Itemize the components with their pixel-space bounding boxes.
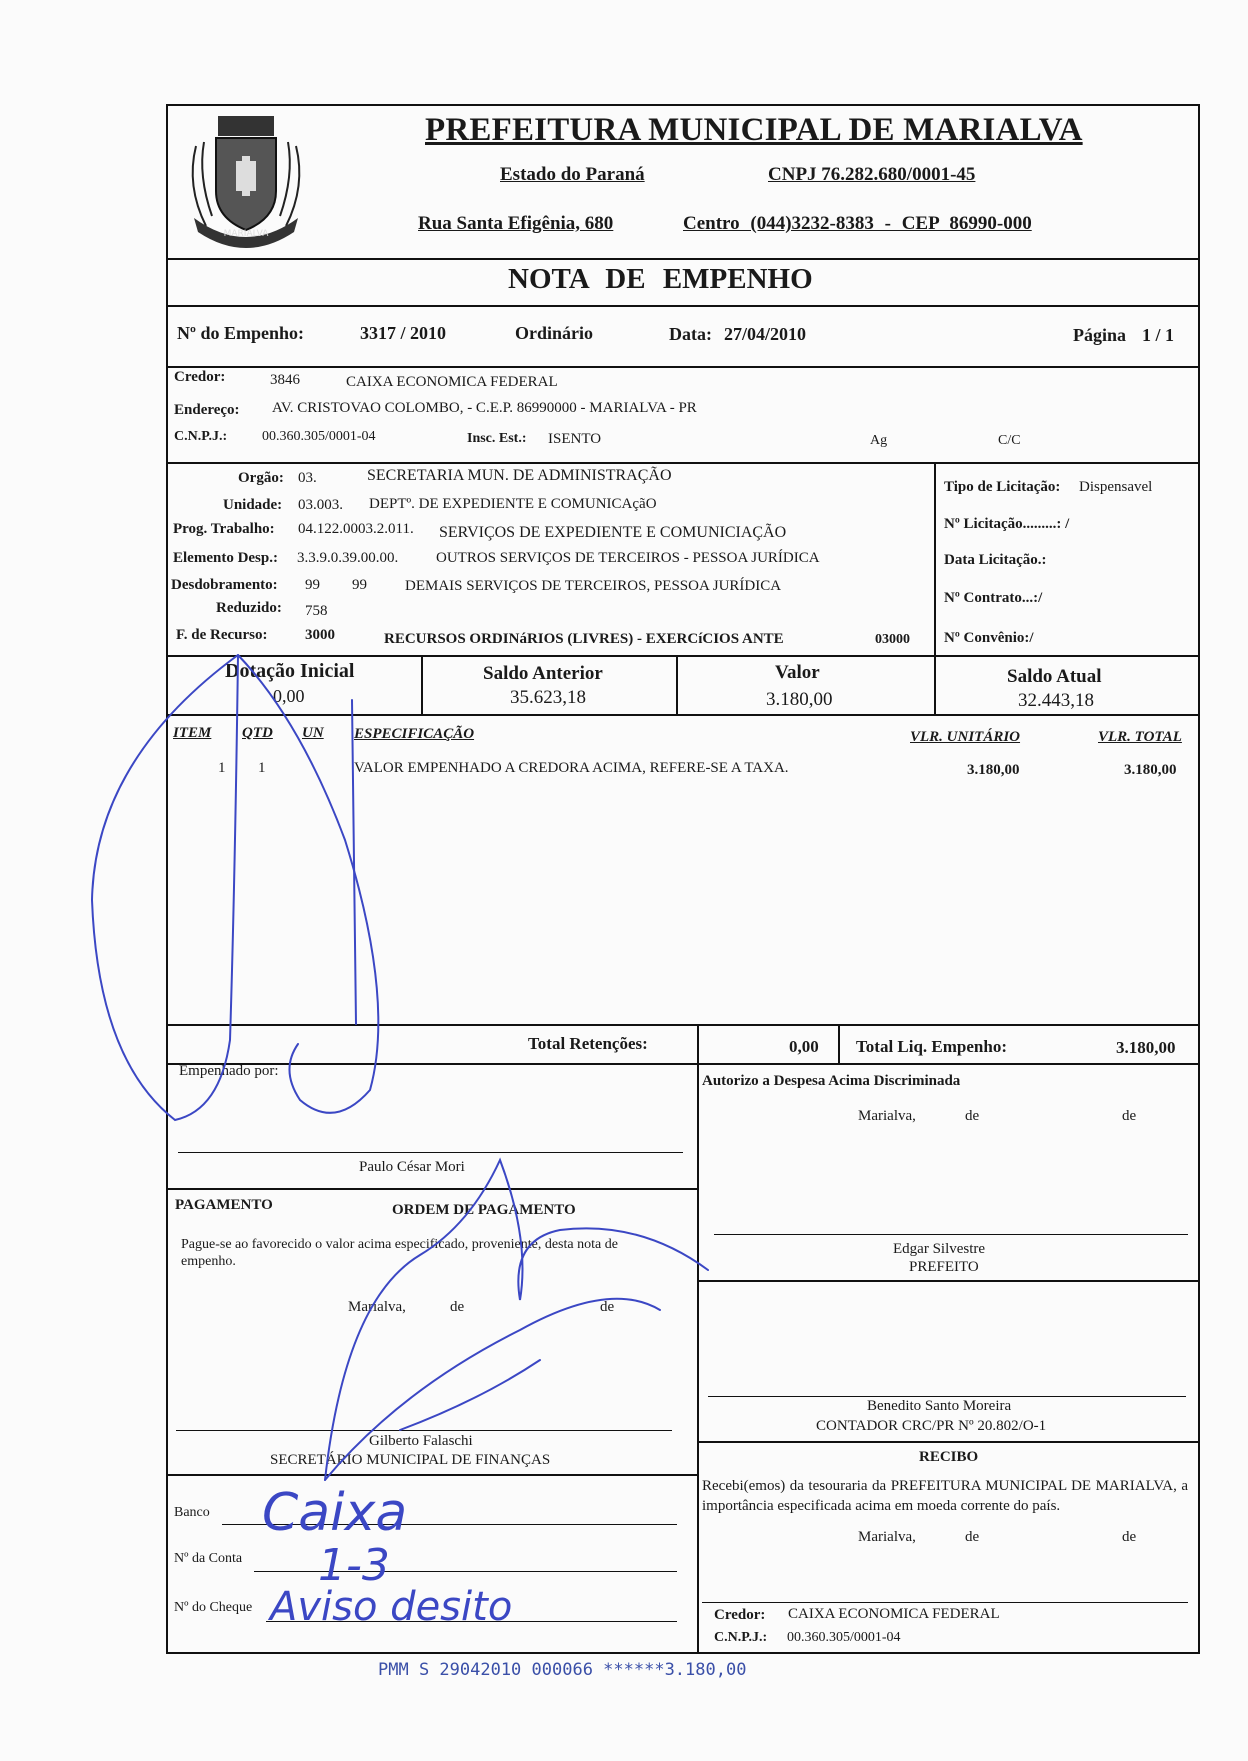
- ag-label: Ag: [870, 433, 888, 448]
- licitacao-date: Data Licitação.:: [944, 552, 1047, 568]
- fonte-code: 3000: [305, 627, 335, 643]
- conta-label: Nº da Conta: [174, 1551, 243, 1566]
- dotacao-value: 0,00: [273, 686, 305, 706]
- pagamento-text: Pague-se ao favorecido o valor acima especificado, proveniente, desta nota de empenho.: [181, 1237, 618, 1269]
- desd-code-1: 99: [305, 577, 320, 593]
- credor-name: CAIXA ECONOMICA FEDERAL: [346, 374, 558, 390]
- secretario-name: Gilberto Falaschi: [369, 1433, 473, 1449]
- fonte-name: RECURSOS ORDINáRIOS (LIVRES) - EXERCíCIOS ANTE: [384, 631, 784, 647]
- col-total: VLR. TOTAL: [1098, 729, 1182, 745]
- desd-name: DEMAIS SERVIÇOS DE TERCEIROS, PESSOA JURÍDICA: [405, 578, 782, 594]
- street-label: Rua Santa Efigênia, 680: [418, 213, 614, 234]
- licitacao-type: Dispensavel: [1079, 479, 1153, 495]
- date-label: Data:: [669, 324, 712, 344]
- recibo-credor-label: Credor:: [714, 1607, 766, 1623]
- row-item: 1: [218, 760, 226, 776]
- cnpj-field-label: C.N.P.J.:: [174, 429, 228, 444]
- document-title: NOTA DE EMPENHO: [508, 263, 813, 295]
- cheque-handwriting: Aviso desito: [270, 1584, 513, 1630]
- col-spec: ESPECIFICAÇÃO: [354, 726, 475, 742]
- recibo-label: RECIBO: [919, 1449, 979, 1465]
- unidade-label: Unidade:: [223, 497, 283, 513]
- empenhado-name: Paulo César Mori: [359, 1159, 465, 1175]
- row-unit: 3.180,00: [967, 762, 1020, 778]
- convenio-number: Nº Convênio:/: [944, 630, 1034, 646]
- licitacao-number: Nº Licitação.........: /: [944, 516, 1070, 532]
- page-title: PREFEITURA MUNICIPAL DE MARIALVA: [425, 112, 1083, 148]
- desd-label: Desdobramento:: [171, 577, 278, 593]
- saldo-atual-label: Saldo Atual: [1007, 666, 1102, 687]
- saldo-atual-value: 32.443,18: [1018, 690, 1094, 711]
- liq-value: 3.180,00: [1116, 1038, 1176, 1057]
- insc-value: ISENTO: [548, 431, 602, 447]
- reduzido-label: Reduzido:: [216, 600, 282, 616]
- date-value: 27/04/2010: [724, 324, 807, 344]
- cheque-label: Nº do Cheque: [174, 1600, 253, 1615]
- valor-value: 3.180,00: [766, 689, 833, 710]
- recibo-text: Recebi(emos) da tesouraria da PREFEITURA MUNICIPAL DE MARIALVA, a importância especificada acima em moeda corrente do país.: [702, 1478, 1188, 1514]
- orgao-label: Orgão:: [238, 470, 284, 486]
- recibo-city: Marialva,: [858, 1529, 916, 1545]
- row-qtd: 1: [258, 760, 266, 776]
- reduzido-value: 758: [305, 603, 328, 619]
- recibo-cnpj-label: C.N.P.J.:: [714, 1630, 768, 1645]
- insc-label: Insc. Est.:: [467, 431, 527, 446]
- empenho-type: Ordinário: [515, 323, 594, 343]
- pagamento-de-1: de: [450, 1299, 465, 1315]
- address-field-label: Endereço:: [174, 402, 240, 418]
- autorizo-de-2: de: [1122, 1108, 1137, 1124]
- prefeito-name: Edgar Silvestre: [893, 1241, 986, 1257]
- autorizo-city: Marialva,: [858, 1108, 916, 1124]
- credor-code: 3846: [270, 372, 300, 388]
- pagamento-de-2: de: [600, 1299, 615, 1315]
- prog-code: 04.122.0003.2.011.: [298, 521, 414, 537]
- row-total: 3.180,00: [1124, 762, 1177, 778]
- cc-label: C/C: [998, 433, 1021, 448]
- elem-name: OUTROS SERVIÇOS DE TERCEIROS - PESSOA JURÍDICA: [436, 550, 820, 566]
- col-item: ITEM: [173, 725, 212, 741]
- ordem-pagamento-label: ORDEM DE PAGAMENTO: [392, 1202, 576, 1218]
- prog-name: SERVIÇOS DE EXPEDIENTE E COMUNICIAÇÃO: [439, 524, 787, 541]
- row-spec: VALOR EMPENHADO A CREDORA ACIMA, REFERE-SE A TAXA.: [354, 760, 789, 776]
- col-qtd: QTD: [242, 725, 273, 741]
- col-unit: VLR. UNITÁRIO: [910, 729, 1021, 745]
- dotacao-label: Dotação Inicial: [225, 660, 355, 682]
- orgao-code: 03.: [298, 470, 317, 486]
- cnpj-label: CNPJ 76.282.680/0001-45: [768, 164, 976, 185]
- coat-of-arms-icon: [176, 106, 316, 256]
- contador-title: CONTADOR CRC/PR Nº 20.802/O-1: [816, 1418, 1047, 1434]
- desd-code-2: 99: [352, 577, 367, 593]
- empenhado-label: Empenhado por:: [179, 1063, 279, 1079]
- recibo-cnpj: 00.360.305/0001-04: [787, 1630, 901, 1645]
- banco-label: Banco: [174, 1505, 210, 1520]
- saldo-anterior-label: Saldo Anterior: [483, 663, 603, 684]
- pagamento-city: Marialva,: [348, 1299, 406, 1315]
- conta-handwriting: 1-3: [318, 1540, 390, 1591]
- secretario-title: SECRETÁRIO MUNICIPAL DE FINANÇAS: [270, 1452, 551, 1468]
- orgao-name: SECRETARIA MUN. DE ADMINISTRAÇÃO: [367, 467, 672, 484]
- prefeito-title: PREFEITO: [909, 1259, 979, 1275]
- page-label: Página: [1073, 325, 1127, 345]
- fonte-label: F. de Recurso:: [176, 627, 268, 643]
- credor-address: AV. CRISTOVAO COLOMBO, - C.E.P. 86990000 - MARIALVA - PR: [272, 400, 697, 416]
- fonte-code-2: 03000: [875, 632, 910, 647]
- prog-label: Prog. Trabalho:: [173, 521, 275, 537]
- elem-code: 3.3.9.0.39.00.00.: [297, 550, 399, 566]
- credor-label: Credor:: [174, 369, 226, 385]
- recibo-de-1: de: [965, 1529, 980, 1545]
- licitacao-type-label: Tipo de Licitação:: [944, 479, 1061, 495]
- recibo-credor: CAIXA ECONOMICA FEDERAL: [788, 1606, 1000, 1622]
- elem-label: Elemento Desp.:: [173, 550, 278, 566]
- address-label: Centro (044)3232-8383 - CEP 86990-000: [683, 213, 1032, 234]
- empenho-number-label: Nº do Empenho:: [177, 323, 304, 343]
- saldo-anterior-value: 35.623,18: [510, 687, 586, 708]
- state-label: Estado do Paraná: [500, 164, 645, 185]
- autorizo-de-1: de: [965, 1108, 980, 1124]
- credor-cnpj: 00.360.305/0001-04: [262, 429, 376, 444]
- unidade-code: 03.003.: [298, 497, 343, 513]
- recibo-de-2: de: [1122, 1529, 1137, 1545]
- banco-handwriting: Caixa: [262, 1483, 408, 1543]
- retencoes-value: 0,00: [789, 1037, 819, 1056]
- liq-label: Total Liq. Empenho:: [856, 1037, 1007, 1056]
- col-un: UN: [302, 725, 324, 741]
- valor-label: Valor: [775, 662, 820, 683]
- page-number: 1 / 1: [1142, 325, 1175, 345]
- unidade-name: DEPTº. DE EXPEDIENTE E COMUNICAçãO: [369, 496, 657, 512]
- contador-name: Benedito Santo Moreira: [867, 1398, 1012, 1414]
- contract-number: Nº Contrato...:/: [944, 590, 1043, 606]
- retencoes-label: Total Retenções:: [528, 1034, 648, 1053]
- svg-text:MARIALVA: MARIALVA: [223, 229, 269, 239]
- payment-stamp: PMM S 29042010 000066 ******3.180,00: [378, 1660, 747, 1680]
- pagamento-label: PAGAMENTO: [175, 1197, 273, 1213]
- empenho-number: 3317 / 2010: [360, 323, 447, 343]
- autorizo-label: Autorizo a Despesa Acima Discriminada: [702, 1073, 961, 1089]
